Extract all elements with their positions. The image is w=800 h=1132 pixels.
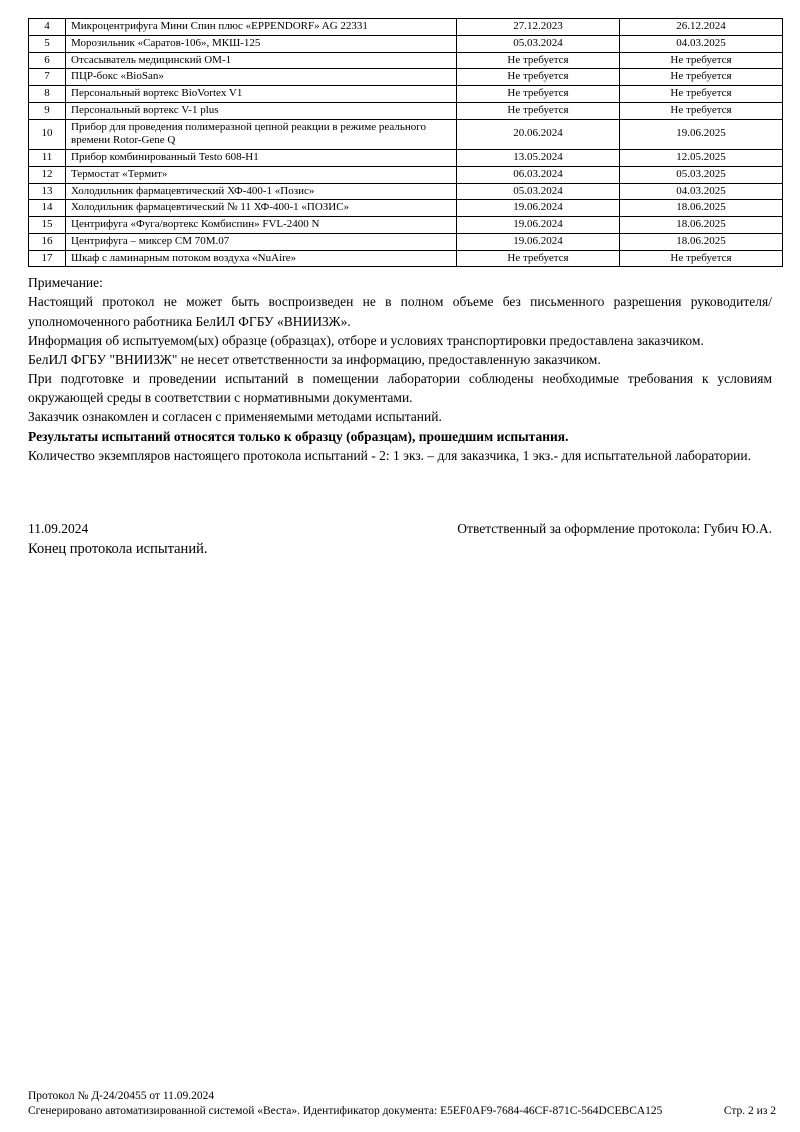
verification-date: 05.03.2024 bbox=[457, 183, 620, 200]
footer-generated-text: Сгенерировано автоматизированной системой «Веста». Идентификатор документа: E5EF0AF9-7684-46CF-871C-564DCEBCA125 bbox=[28, 1105, 663, 1118]
note-paragraph: Настоящий протокол не может быть воспроизведен не в полном объеме без письменного разрешения руководителя/уполномоченного работника БелИЛ ФГБУ «ВНИИЗЖ». bbox=[28, 294, 772, 329]
verification-date: Не требуется bbox=[457, 52, 620, 69]
verification-date: 19.06.2024 bbox=[457, 233, 620, 250]
verification-valid-until: Не требуется bbox=[620, 69, 783, 86]
table-row bbox=[29, 86, 783, 103]
note-paragraph: При подготовке и проведении испытаний в помещении лаборатории соблюдены необходимые требования к условиям окружающей среды в соответствии с нормативными документами. bbox=[28, 371, 772, 406]
verification-valid-until: 18.06.2025 bbox=[620, 217, 783, 234]
page-content bbox=[28, 18, 772, 558]
row-number: 4 bbox=[29, 19, 66, 36]
table-row bbox=[29, 250, 783, 267]
table-row bbox=[29, 183, 783, 200]
equipment-name: Морозильник «Саратов-106», МКШ-125 bbox=[66, 35, 457, 52]
row-number: 8 bbox=[29, 86, 66, 103]
verification-date: 06.03.2024 bbox=[457, 166, 620, 183]
verification-date: 20.06.2024 bbox=[457, 119, 620, 150]
verification-valid-until: 26.12.2024 bbox=[620, 19, 783, 36]
table-row bbox=[29, 19, 783, 36]
verification-date: 27.12.2023 bbox=[457, 19, 620, 36]
row-number: 16 bbox=[29, 233, 66, 250]
equipment-name: Термостат «Термит» bbox=[66, 166, 457, 183]
notes-section bbox=[28, 273, 772, 465]
notes-heading: Примечание: bbox=[28, 275, 103, 291]
table-row bbox=[29, 217, 783, 234]
row-number: 17 bbox=[29, 250, 66, 267]
equipment-name: Прибор комбинированный Testo 608-H1 bbox=[66, 150, 457, 167]
verification-date: 13.05.2024 bbox=[457, 150, 620, 167]
footer-protocol-number: Протокол № Д-24/20455 от 11.09.2024 bbox=[28, 1089, 215, 1102]
verification-date: Не требуется bbox=[457, 102, 620, 119]
row-number: 6 bbox=[29, 52, 66, 69]
note-paragraph-results: Результаты испытаний относятся только к образцу (образцам), прошедшим испытания. bbox=[28, 428, 569, 444]
equipment-name: Микроцентрифуга Мини Спин плюс «EPPENDORF» AG 22331 bbox=[66, 19, 457, 36]
verification-date: 19.06.2024 bbox=[457, 217, 620, 234]
note-paragraph: Информация об испытуемом(ых) образце (образцах), отборе и условиях транспортировки предоставлена заказчиком. bbox=[28, 332, 704, 348]
table-row bbox=[29, 35, 783, 52]
equipment-name: Центрифуга – миксер СМ 70М.07 bbox=[66, 233, 457, 250]
verification-valid-until: 05.03.2025 bbox=[620, 166, 783, 183]
row-number: 11 bbox=[29, 150, 66, 167]
protocol-date: 11.09.2024 bbox=[28, 520, 89, 536]
equipment-table bbox=[28, 18, 783, 267]
verification-date: Не требуется bbox=[457, 69, 620, 86]
page-footer bbox=[28, 1089, 776, 1120]
footer-generated-row bbox=[28, 1104, 776, 1120]
row-number: 12 bbox=[29, 166, 66, 183]
equipment-name: Персональный вортекс BioVortex V1 bbox=[66, 86, 457, 103]
verification-valid-until: 18.06.2025 bbox=[620, 233, 783, 250]
verification-valid-until: 04.03.2025 bbox=[620, 183, 783, 200]
equipment-name: Холодильник фармацевтический ХФ-400-1 «Позис» bbox=[66, 183, 457, 200]
verification-valid-until: Не требуется bbox=[620, 250, 783, 267]
note-paragraph: БелИЛ ФГБУ "ВНИИЗЖ" не несет ответственности за информацию, предоставленную заказчиком. bbox=[28, 351, 601, 367]
verification-valid-until: 19.06.2025 bbox=[620, 119, 783, 150]
equipment-name: Прибор для проведения полимеразной цепной реакции в режиме реального времени Rotor-Gene Q bbox=[66, 119, 457, 150]
equipment-name: Персональный вортекс V-1 plus bbox=[66, 102, 457, 119]
verification-valid-until: Не требуется bbox=[620, 102, 783, 119]
table-row bbox=[29, 233, 783, 250]
verification-date: Не требуется bbox=[457, 250, 620, 267]
table-row bbox=[29, 69, 783, 86]
verification-valid-until: 04.03.2025 bbox=[620, 35, 783, 52]
equipment-table-body bbox=[29, 19, 783, 267]
equipment-name: Отсасыватель медицинский ОМ-1 bbox=[66, 52, 457, 69]
note-paragraph: Заказчик ознакомлен и согласен с применяемыми методами испытаний. bbox=[28, 409, 442, 425]
table-row bbox=[29, 200, 783, 217]
equipment-name: Шкаф с ламинарным потоком воздуха «NuAire» bbox=[66, 250, 457, 267]
note-paragraph: Количество экземпляров настоящего протокола испытаний - 2: 1 экз. – для заказчика, 1 экз.- для испытательной лаборатории. bbox=[28, 447, 751, 463]
row-number: 13 bbox=[29, 183, 66, 200]
verification-date: 19.06.2024 bbox=[457, 200, 620, 217]
table-row bbox=[29, 102, 783, 119]
row-number: 5 bbox=[29, 35, 66, 52]
equipment-name: Холодильник фармацевтический № 11 ХФ-400-1 «ПОЗИС» bbox=[66, 200, 457, 217]
row-number: 15 bbox=[29, 217, 66, 234]
verification-valid-until: 12.05.2025 bbox=[620, 150, 783, 167]
table-row bbox=[29, 119, 783, 150]
table-row bbox=[29, 52, 783, 69]
equipment-name: ПЦР-бокс «BioSan» bbox=[66, 69, 457, 86]
table-row bbox=[29, 150, 783, 167]
row-number: 10 bbox=[29, 119, 66, 150]
verification-date: 05.03.2024 bbox=[457, 35, 620, 52]
equipment-name: Центрифуга «Фуга/вортекс Комбиспин» FVL-2400 N bbox=[66, 217, 457, 234]
page-number: Стр. 2 из 2 bbox=[723, 1105, 776, 1118]
table-row bbox=[29, 166, 783, 183]
row-number: 14 bbox=[29, 200, 66, 217]
row-number: 9 bbox=[29, 102, 66, 119]
verification-valid-until: Не требуется bbox=[620, 86, 783, 103]
signature-row bbox=[28, 521, 772, 537]
row-number: 7 bbox=[29, 69, 66, 86]
verification-valid-until: 18.06.2025 bbox=[620, 200, 783, 217]
responsible-person: Ответственный за оформление протокола: Губич Ю.А. bbox=[457, 520, 772, 536]
verification-date: Не требуется bbox=[457, 86, 620, 103]
verification-valid-until: Не требуется bbox=[620, 52, 783, 69]
end-of-protocol: Конец протокола испытаний. bbox=[28, 540, 208, 557]
